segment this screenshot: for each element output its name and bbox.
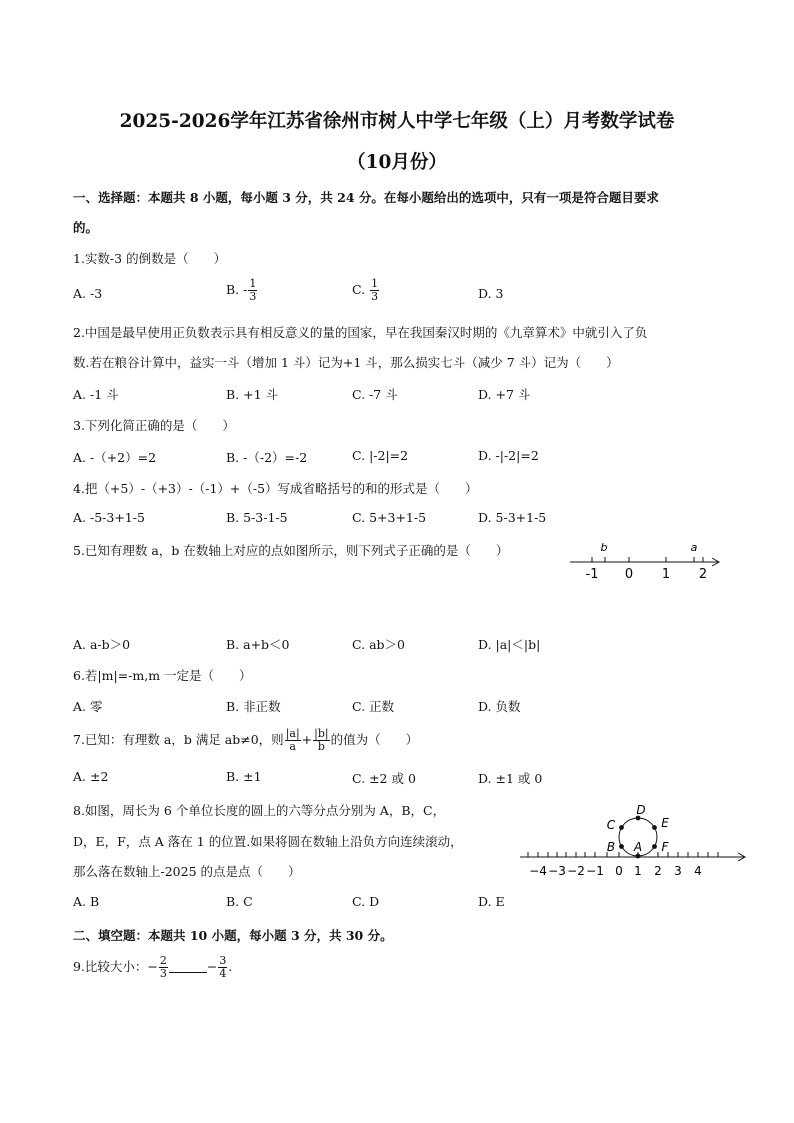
q6-option-c: C. 正数: [352, 699, 395, 714]
fraction-denominator: 3: [159, 967, 167, 980]
q9-fraction-a: [159, 955, 168, 980]
tick-label: 2: [698, 567, 708, 582]
q6-option-b: B. 非正数: [226, 699, 281, 714]
q1-option-d: D. 3: [478, 286, 504, 301]
q6-option-d: D. 负数: [478, 699, 521, 714]
point-c-label: C: [606, 818, 616, 832]
q1-option-b-prefix: B. -: [226, 282, 248, 297]
q7-stem-prefix: 7.已知：有理数 a，b 满足 ab≠0，则: [73, 732, 284, 747]
tick-label: -1: [585, 567, 599, 582]
q7-fraction-b: [313, 728, 329, 753]
q3-stem: 3.下列化简正确的是（ ）: [73, 418, 235, 433]
q1-option-a: A. -3: [73, 286, 103, 301]
exam-subtitle: （10月份）: [347, 152, 447, 173]
tick-label: 1: [661, 567, 671, 582]
point-c-dot: [619, 825, 624, 830]
q7-stem-suffix: 的值为（ ）: [330, 732, 419, 747]
q7-stem: [73, 728, 418, 753]
fraction-numerator: 3: [219, 954, 227, 967]
fraction-denominator: b: [317, 740, 325, 753]
q7-option-d: D. ±1 或 0: [478, 771, 543, 786]
q9-prefix: 9.比较大小：−: [73, 959, 158, 974]
q9-fraction-b: [218, 955, 227, 980]
tick-label: 1: [634, 864, 642, 878]
tick-label: −4: [529, 864, 547, 878]
q8-option-a: A. B: [73, 894, 100, 909]
q5-option-c: C. ab＞0: [352, 637, 405, 652]
q4-option-b: B. 5-3-1-5: [226, 510, 288, 525]
q7-option-a: A. ±2: [73, 769, 109, 784]
axis-ticks: [528, 852, 718, 857]
tick-label: 0: [624, 567, 634, 582]
q9-answer-blank[interactable]: [169, 960, 207, 973]
q5-option-b: B. a+b＜0: [226, 637, 290, 652]
point-b-label: b: [600, 541, 608, 554]
q1-stem: 1.实数-3 的倒数是（ ）: [73, 251, 227, 266]
fraction-denominator: 4: [219, 967, 227, 980]
q8-option-b: B. C: [226, 894, 253, 909]
fraction-numerator: 1: [249, 277, 257, 290]
q2-stem-line2: 数.若在粮谷计算中，益实一斗（增加 1 斗）记为+1 斗，那么损实七斗（减少 7 斗）记为（ ）: [73, 355, 619, 370]
tick-label: 3: [674, 864, 682, 878]
q2-option-b: B. +1 斗: [226, 387, 279, 402]
point-e-dot: [652, 825, 657, 830]
q3-option-a: A. -（+2）=2: [73, 450, 157, 465]
fraction-denominator: 3: [249, 290, 257, 303]
q6-stem: 6.若|m|=-m,m 一定是（ ）: [73, 668, 252, 683]
point-b-dot: [619, 844, 624, 849]
point-e-label: E: [661, 816, 669, 830]
q3-option-b: B. -（-2）=-2: [226, 450, 308, 465]
q2-option-d: D. +7 斗: [478, 387, 531, 402]
point-b-label: B: [606, 840, 616, 854]
q5-option-d: D. |a|＜|b|: [478, 637, 541, 652]
tick-label: −2: [567, 864, 585, 878]
q1-option-c: [352, 278, 380, 303]
tick-label: −1: [586, 864, 604, 878]
q5-stem: 5.已知有理数 a，b 在数轴上对应的点如图所示，则下列式子正确的是（ ）: [73, 543, 509, 558]
tick-label: 0: [615, 864, 623, 878]
q1-option-c-prefix: C.: [352, 282, 370, 297]
q5-number-line-figure: [562, 534, 726, 584]
q2-stem-line1: 2.中国是最早使用正负数表示具有相反意义的量的国家，早在我国秦汉时期的《九章算术》中就引入了负: [73, 325, 648, 340]
q5-option-a: A. a-b＞0: [73, 637, 131, 652]
q1-option-c-fraction: [370, 278, 379, 303]
q4-option-a: A. -5-3+1-5: [73, 510, 145, 525]
point-d-label: D: [636, 803, 646, 817]
tick-label: −3: [548, 864, 566, 878]
fraction-numerator: 2: [159, 954, 167, 967]
q1-option-b: [226, 278, 258, 303]
point-a-label: a: [690, 541, 698, 554]
q9-stem: [73, 955, 232, 980]
fraction-denominator: 3: [371, 290, 379, 303]
q8-rolling-circle-figure: [514, 800, 754, 882]
fraction-numerator: 1: [371, 277, 379, 290]
q8-stem-line3: 那么落在数轴上-2025 的点是点（ ）: [73, 864, 301, 879]
q4-option-c: C. 5+3+1-5: [352, 510, 427, 525]
point-a-label: A: [633, 840, 643, 854]
fraction-denominator: a: [289, 740, 296, 753]
point-f-dot: [652, 844, 657, 849]
q2-option-a: A. -1 斗: [73, 387, 119, 402]
section1-heading-cont: 的。: [73, 220, 99, 235]
tick-label: 4: [694, 864, 702, 878]
q7-fraction-a: [285, 728, 301, 753]
q9-minus: −: [206, 959, 218, 974]
q4-stem: 4.把（+5）-（+3）-（-1）+（-5）写成省略括号的和的形式是（ ）: [73, 481, 478, 496]
q8-option-d: D. E: [478, 894, 505, 909]
q7-plus: +: [301, 732, 313, 747]
q7-option-c: C. ±2 或 0: [352, 771, 416, 786]
q8-stem-line1: 8.如图，周长为 6 个单位长度的圆上的六等分点分别为 A，B，C，: [73, 803, 446, 818]
q6-option-a: A. 零: [73, 699, 103, 714]
fraction-numerator: |b|: [314, 727, 329, 740]
q3-option-d: D. -|-2|=2: [478, 448, 539, 463]
q2-option-c: C. -7 斗: [352, 387, 398, 402]
q8-stem-line2: D，E，F，点 A 落在 1 的位置.如果将圆在数轴上沿负方向连续滚动，: [73, 834, 463, 849]
tick-label: 2: [654, 864, 662, 878]
section1-heading: 一、选择题：本题共 8 小题，每小题 3 分，共 24 分。在每小题给出的选项中，只有一项是符合题目要求: [73, 190, 659, 205]
section2-heading: 二、填空题：本题共 10 小题，每小题 3 分，共 30 分。: [73, 928, 393, 943]
q1-option-b-fraction: [248, 278, 257, 303]
exam-title: 2025-2026学年江苏省徐州市树人中学七年级（上）月考数学试卷: [119, 111, 675, 132]
point-a-dot: [636, 854, 641, 859]
q4-option-d: D. 5-3+1-5: [478, 510, 547, 525]
point-f-label: F: [661, 840, 669, 854]
q9-suffix: .: [228, 959, 233, 974]
q7-option-b: B. ±1: [226, 769, 262, 784]
q8-option-c: C. D: [352, 894, 380, 909]
q3-option-c: C. |-2|=2: [352, 448, 409, 463]
fraction-numerator: |a|: [285, 727, 300, 740]
